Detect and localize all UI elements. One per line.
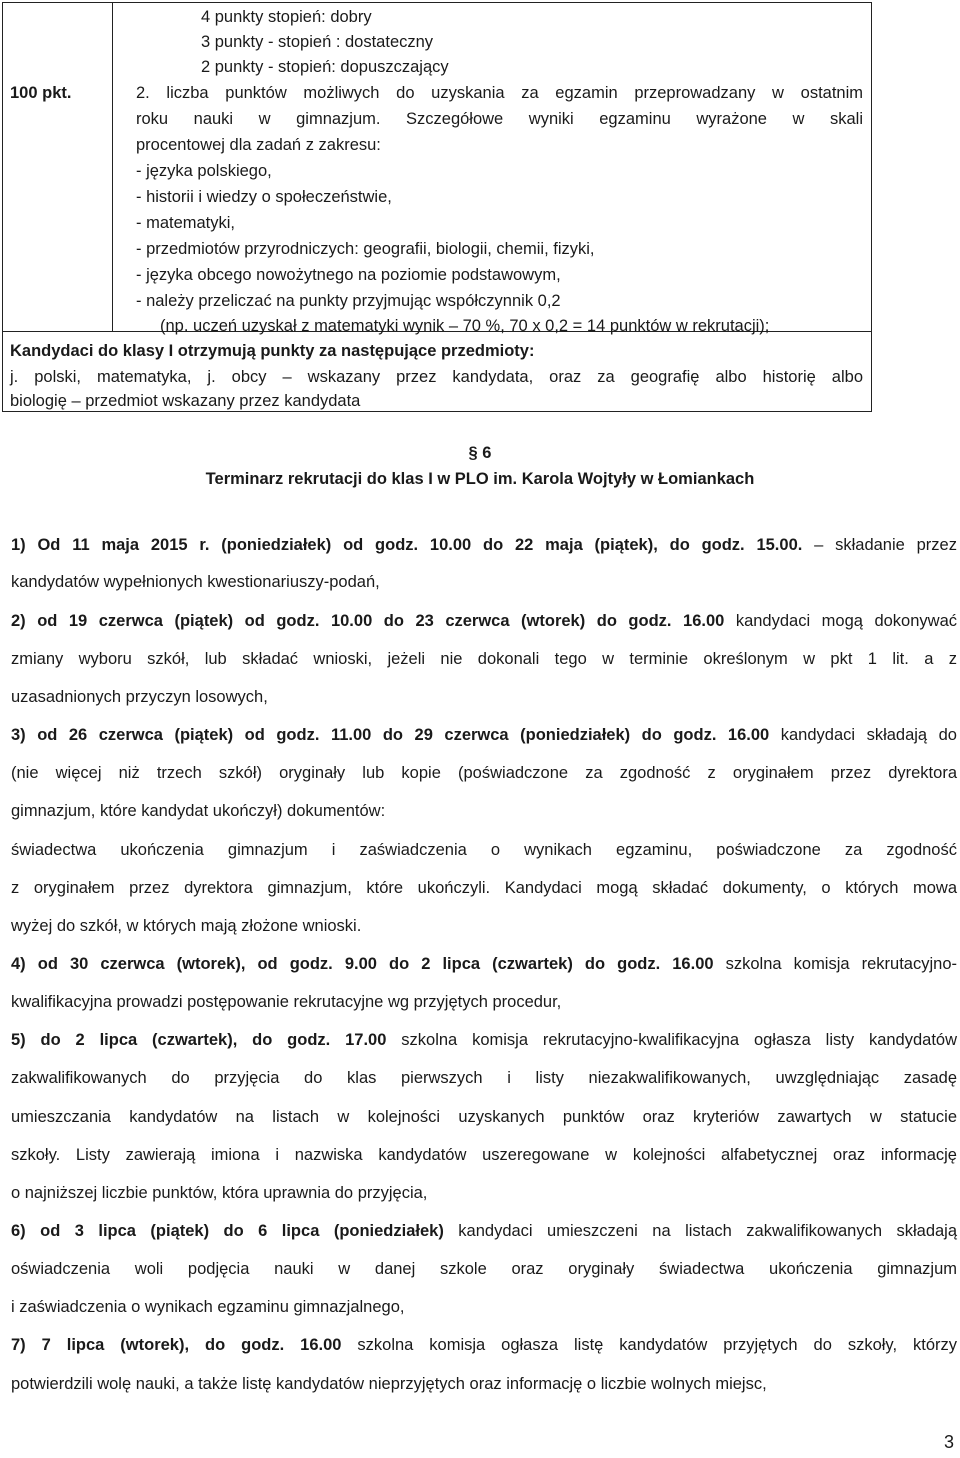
- schedule-item-2: 2) od 19 czerwca (piątek) od godz. 10.00 do 23 czerwca (wtorek) do godz. 16.00 kandydaci mogą dokonywać: [11, 612, 957, 630]
- schedule-line: umieszczania kandydatów na listach w kolejności uzyskanych punktów oraz kryteriów zawartych w statucie: [11, 1108, 957, 1126]
- subjects-line: biologię – przedmiot wskazany przez kandydata: [10, 392, 361, 410]
- schedule-item-7: 7) 7 lipca (wtorek), do godz. 16.00 szkolna komisja ogłasza listę kandydatów przyjętych do szkoły, którzy: [11, 1336, 957, 1354]
- grade-line: 4 punkty stopień: dobry: [201, 8, 372, 26]
- points-label: 100 pkt.: [10, 84, 72, 102]
- subject-item: - matematyki,: [136, 214, 236, 232]
- example-text: (np. uczeń uzyskał z matematyki wynik – 70 %, 70 x 0,2 = 14 punktów w rekrutacji);: [160, 317, 770, 335]
- schedule-item-6: 6) od 3 lipca (piątek) do 6 lipca (poniedziałek) kandydaci umieszczeni na listach zakwalifikowanych składają: [11, 1222, 958, 1240]
- subject-item: - przedmiotów przyrodniczych: geografii, biologii, chemii, fizyki,: [136, 240, 595, 258]
- schedule-line: zmiany wyboru szkół, lub składać wnioski, jeżeli nie dokonali tego w terminie określonym w pkt 1 lit. a z: [11, 650, 957, 668]
- schedule-item-1: 1) Od 11 maja 2015 r. (poniedziałek) od godz. 10.00 do 22 maja (piątek), do godz. 15.00. – składanie przez: [11, 536, 957, 554]
- schedule-line: zakwalifikowanych do przyjęcia do klas pierwszych i listy niezakwalifikowanych, uwzględniając zasadę: [11, 1069, 957, 1087]
- schedule-line: z oryginałem przez dyrektora gimnazjum, które ukończyli. Kandydaci mogą składać dokumenty, o których mowa: [11, 879, 957, 897]
- schedule-line: i zaświadczenia o wynikach egzaminu gimnazjalnego,: [11, 1298, 405, 1316]
- schedule-line: o najniższej liczbie punktów, która uprawnia do przyjęcia,: [11, 1184, 428, 1202]
- item2-line: 2. liczba punktów możliwych do uzyskania za egzamin przeprowadzany w ostatnim: [136, 84, 863, 102]
- schedule-line: oświadczenia woli podjęcia nauki w danej szkole oraz oryginały świadectwa ukończenia gimnazjum: [11, 1260, 957, 1278]
- schedule-item-5: 5) do 2 lipca (czwartek), do godz. 17.00 szkolna komisja rekrutacyjno-kwalifikacyjna ogłasza listy kandydatów: [11, 1031, 957, 1049]
- page-number: 3: [944, 1432, 955, 1452]
- section-title: Terminarz rekrutacji do klas I w PLO im. Karola Wojtyły w Łomiankach: [205, 470, 755, 488]
- schedule-line: kwalifikacyjna prowadzi postępowanie rekrutacyjne wg przyjętych procedur,: [11, 993, 562, 1011]
- table-column-divider: [112, 2, 113, 331]
- grade-line: 3 punkty - stopień : dostateczny: [201, 33, 434, 51]
- grade-line: 2 punkty - stopień: dopuszczający: [201, 58, 449, 76]
- schedule-line: szkoły. Listy zawierają imiona i nazwiska kandydatów uszeregowane w kolejności alfabetycznej oraz informację: [11, 1146, 957, 1164]
- schedule-line: uzasadnionych przyczyn losowych,: [11, 688, 268, 706]
- schedule-line: świadectwa ukończenia gimnazjum i zaświadczenia o wynikach egzaminu, poświadczone za zgodność: [11, 841, 957, 859]
- schedule-line: (nie więcej niż trzech szkół) oryginały lub kopie (poświadczone za zgodność z oryginałem przez dyrektora: [11, 764, 957, 782]
- schedule-line: wyżej do szkół, w których mają złożone wnioski.: [11, 917, 362, 935]
- subject-item: - języka polskiego,: [136, 162, 272, 180]
- item2-line: procentowej dla zadań z zakresu:: [136, 136, 381, 154]
- subject-item: - należy przeliczać na punkty przyjmując współczynnik 0,2: [136, 292, 561, 310]
- schedule-item-4: 4) od 30 czerwca (wtorek), od godz. 9.00 do 2 lipca (czwartek) do godz. 16.00 szkolna komisja rekrutacyjno-: [11, 955, 957, 973]
- schedule-line: gimnazjum, które kandydat ukończył) dokumentów:: [11, 802, 386, 820]
- section-number: § 6: [468, 444, 492, 462]
- schedule-line: potwierdzili wolę nauki, a także listę kandydatów nieprzyjętych oraz informację o liczbie wolnych miejsc,: [11, 1375, 767, 1393]
- schedule-item-3: 3) od 26 czerwca (piątek) od godz. 11.00 do 29 czerwca (poniedziałek) do godz. 16.00 kandydaci składają do: [11, 726, 957, 744]
- item2-line: roku nauki w gimnazjum. Szczegółowe wyniki egzaminu wyrażone w skali: [136, 110, 863, 128]
- subject-item: - historii i wiedzy o społeczeństwie,: [136, 188, 392, 206]
- schedule-line: kandydatów wypełnionych kwestionariuszy-podań,: [11, 573, 380, 591]
- subjects-line: j. polski, matematyka, j. obcy – wskazany przez kandydata, oraz za geografię albo historię albo: [10, 368, 863, 386]
- subjects-heading: Kandydaci do klasy I otrzymują punkty za następujące przedmioty:: [10, 342, 535, 360]
- subject-item: - języka obcego nowożytnego na poziomie podstawowym,: [136, 266, 561, 284]
